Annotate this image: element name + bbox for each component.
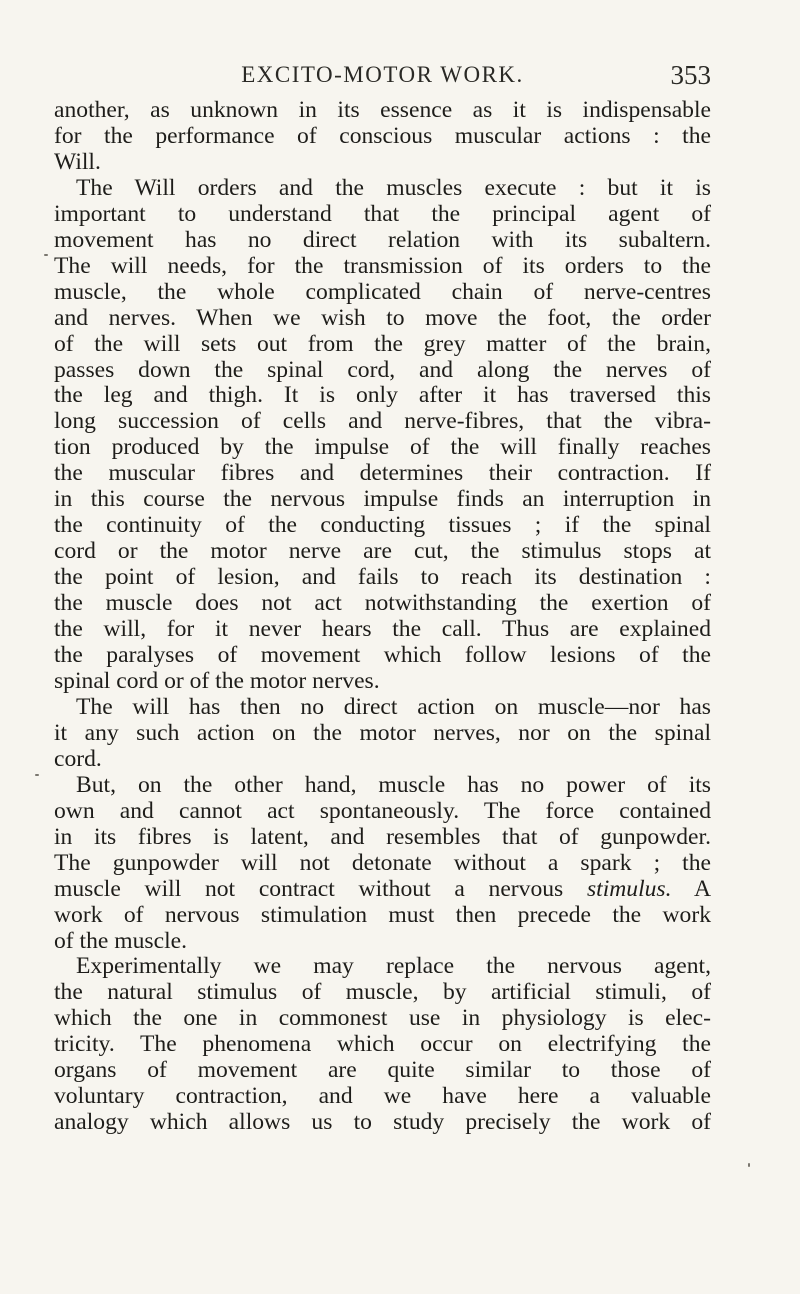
text-line <box>54 877 711 903</box>
print-speck <box>748 1163 750 1167</box>
print-speck <box>35 774 39 776</box>
text-line: passes down the spinal cord, and along the nerves of <box>54 356 711 383</box>
text-line: and nerves. When we wish to move the foot, the order <box>54 304 711 331</box>
text-line: the point of lesion, and fails to reach its destination : <box>54 564 711 591</box>
text-line: The will needs, for the transmission of its orders to the <box>54 252 711 279</box>
text-line: the will, for it never hears the call. Thus are explained <box>54 616 711 643</box>
text-line: of the muscle. <box>54 927 188 954</box>
running-header <box>54 56 711 96</box>
chapter-title: EXCITO-MOTOR WORK. <box>241 62 524 87</box>
text-line: cord. <box>54 745 102 772</box>
text-line: in its fibres is latent, and resembles that of gunpowder. <box>54 823 711 850</box>
text-line: muscle, the whole complicated chain of nerve-centres <box>54 278 711 305</box>
text-line: the natural stimulus of muscle, by artificial stimuli, of <box>54 979 711 1006</box>
text-fragment: muscle will not contract without a nervous <box>54 875 564 902</box>
text-line: tricity. The phenomena which occur on electrifying the <box>54 1031 711 1058</box>
print-speck <box>44 254 48 256</box>
text-fragment: A <box>693 875 711 902</box>
text-line: The gunpowder will not detonate without a spark ; the <box>54 849 711 876</box>
text-line: voluntary contraction, and we have here a valuable <box>54 1083 711 1110</box>
text-line: Will. <box>54 148 101 175</box>
text-line: work of nervous stimulation must then precede the work <box>54 901 711 928</box>
text-line: the muscular fibres and determines their contraction. If <box>54 460 711 487</box>
text-line: the muscle does not act notwithstanding the exertion of <box>54 590 711 617</box>
text-line: the leg and thigh. It is only after it has traversed this <box>54 382 711 409</box>
text-line: of the will sets out from the grey matter of the brain, <box>54 330 711 357</box>
text-line: cord or the motor nerve are cut, the stimulus stops at <box>54 538 711 565</box>
body-text <box>54 98 711 1136</box>
text-line: another, as unknown in its essence as it is indispensable <box>54 97 711 123</box>
text-line: Experimentally we may replace the nervous agent, <box>76 953 711 980</box>
text-line: important to understand that the principal agent of <box>54 200 711 227</box>
text-line: long succession of cells and nerve-fibres, that the vibra- <box>54 408 711 435</box>
text-line: own and cannot act spontaneously. The force contained <box>54 797 711 824</box>
italic-term: stimulus. <box>586 875 672 902</box>
text-line: the paralyses of movement which follow lesions of the <box>54 642 711 669</box>
text-line: the continuity of the conducting tissues ; if the spinal <box>54 512 711 539</box>
text-line: The Will orders and the muscles execute : but it is <box>76 174 711 201</box>
text-line: tion produced by the impulse of the will finally reaches <box>54 434 711 461</box>
text-line: which the one in commonest use in physiology is elec- <box>54 1005 711 1032</box>
text-line: organs of movement are quite similar to those of <box>54 1057 711 1084</box>
text-line: But, on the other hand, muscle has no power of its <box>76 771 711 798</box>
text-line: for the performance of conscious muscular actions : the <box>54 122 711 149</box>
text-line: The will has then no direct action on muscle—nor has <box>76 693 711 720</box>
text-line: it any such action on the motor nerves, nor on the spinal <box>54 719 711 746</box>
text-line: analogy which allows us to study precisely the work of <box>54 1109 711 1136</box>
text-line: movement has no direct relation with its subaltern. <box>54 226 711 253</box>
text-line: in this course the nervous impulse finds an interruption in <box>54 486 711 513</box>
text-line: spinal cord or of the motor nerves. <box>54 667 380 694</box>
page-number: 353 <box>670 60 711 90</box>
